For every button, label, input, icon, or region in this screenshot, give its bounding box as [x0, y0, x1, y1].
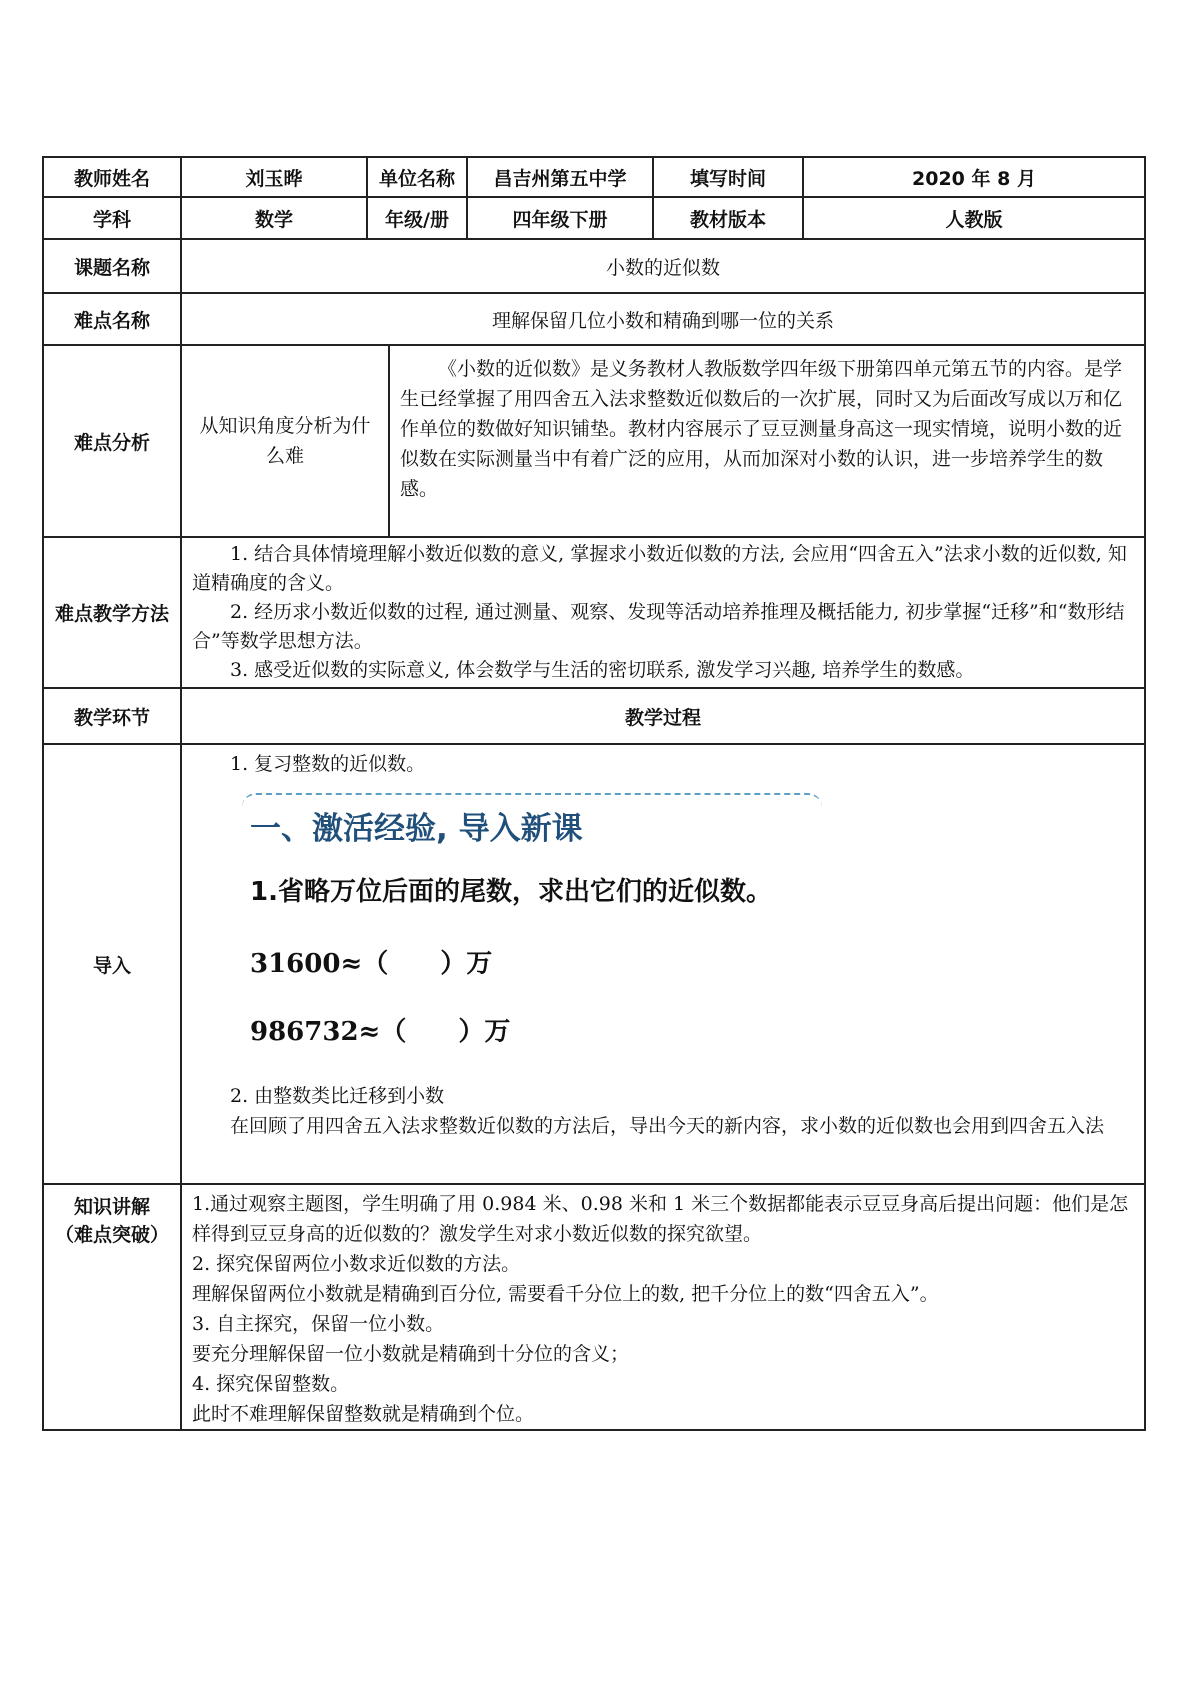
method-item-2: 2. 经历求小数近似数的过程, 通过测量、观察、发现等活动培养推理及概括能力, 初步掌握“迁移”和“数形结合”等数学思想方法。 — [192, 601, 1125, 652]
edition-value: 人教版 — [803, 197, 1145, 239]
edition-label: 教材版本 — [653, 197, 803, 239]
grade-value: 四年级下册 — [467, 197, 653, 239]
slide-formula-1: 31600≈（ ）万 — [250, 949, 493, 979]
process-label: 教学过程 — [181, 688, 1145, 744]
process-stage-label: 教学环节 — [43, 688, 181, 744]
knowledge-line-1: 1.通过观察主题图，学生明确了用 0.984 米、0.98 米和 1 米三个数据都能表示豆豆身高后提出问题：他们是怎样得到豆豆身高的近似数的？激发学生对求小数近似数的探究欲望。 — [192, 1193, 1129, 1245]
unit-name-value: 昌吉州第五中学 — [467, 157, 653, 197]
subject-label: 学科 — [43, 197, 181, 239]
knowledge-line-6: 4. 探究保留整数。 — [192, 1373, 350, 1395]
teacher-name-label: 教师姓名 — [43, 157, 181, 197]
knowledge-label — [43, 1184, 181, 1430]
fill-date-value: 2020 年 8 月 — [803, 157, 1145, 197]
lesson-plan-table — [42, 156, 1146, 1431]
knowledge-line-7: 此时不难理解保留整数就是精确到个位。 — [192, 1403, 535, 1425]
difficulty-label: 难点名称 — [43, 293, 181, 345]
subject-value: 数学 — [181, 197, 367, 239]
lesson-plan-document — [42, 156, 1144, 1431]
method-item-3: 3. 感受近似数的实际意义, 体会数学与生活的密切联系, 激发学习兴趣, 培养学生的数感。 — [230, 659, 975, 681]
knowledge-line-2: 2. 探究保留两位小数求近似数的方法。 — [192, 1253, 521, 1275]
slide-formula-2: 986732≈（ ）万 — [250, 1017, 511, 1047]
intro-step-2: 2. 由整数类比迁移到小数 — [230, 1085, 445, 1107]
method-item-1: 1. 结合具体情境理解小数近似数的意义, 掌握求小数近似数的方法, 会应用“四舍五入”法求小数的近似数, 知道精确度的含义。 — [192, 543, 1127, 594]
knowledge-line-5: 要充分理解保留一位小数就是精确到十分位的含义； — [192, 1343, 630, 1365]
analysis-label: 难点分析 — [43, 345, 181, 537]
teacher-name-value: 刘玉晔 — [181, 157, 367, 197]
knowledge-label-line1: 知识讲解 — [73, 1196, 150, 1218]
intro-slide — [192, 779, 1134, 1065]
topic-value: 小数的近似数 — [181, 239, 1145, 293]
analysis-sublabel: 从知识角度分析为什么难 — [182, 346, 389, 536]
topic-label: 课题名称 — [43, 239, 181, 293]
grade-label: 年级/册 — [367, 197, 467, 239]
intro-step-1: 1. 复习整数的近似数。 — [230, 753, 426, 775]
unit-name-label: 单位名称 — [367, 157, 467, 197]
knowledge-line-3: 理解保留两位小数就是精确到百分位, 需要看千分位上的数, 把千分位上的数“四舍五入”。 — [192, 1283, 939, 1305]
fill-date-label: 填写时间 — [653, 157, 803, 197]
intro-label: 导入 — [43, 744, 181, 1184]
difficulty-value: 理解保留几位小数和精确到哪一位的关系 — [181, 293, 1145, 345]
slide-title: 一、激活经验, 导入新课 — [250, 811, 583, 847]
knowledge-label-line2: （难点突破） — [54, 1224, 169, 1246]
analysis-cell — [181, 345, 1145, 537]
intro-step-2-text: 在回顾了用四舍五入法求整数近似数的方法后，导出今天的新内容，求小数的近似数也会用到四舍五入法 — [230, 1115, 1105, 1137]
knowledge-cell — [181, 1184, 1145, 1430]
analysis-text: 《小数的近似数》是义务教材人教版数学四年级下册第四单元第五节的内容。是学生已经掌握了用四舍五入法求整数近似数后的一次扩展，同时又为后面改写成以万和亿作单位的数做好知识铺垫。教材内容展示了豆豆测量身高这一现实情境，说明小数的近似数在实际测量当中有着广泛的应用，从而加深对小数的认识，进一步培养学生的数感。 — [400, 358, 1123, 500]
intro-cell — [181, 744, 1145, 1184]
knowledge-line-4: 3. 自主探究，保留一位小数。 — [192, 1313, 445, 1335]
slide-question: 1.省略万位后面的尾数，求出它们的近似数。 — [250, 877, 772, 907]
methods-cell — [181, 537, 1145, 688]
methods-label: 难点教学方法 — [43, 537, 181, 688]
